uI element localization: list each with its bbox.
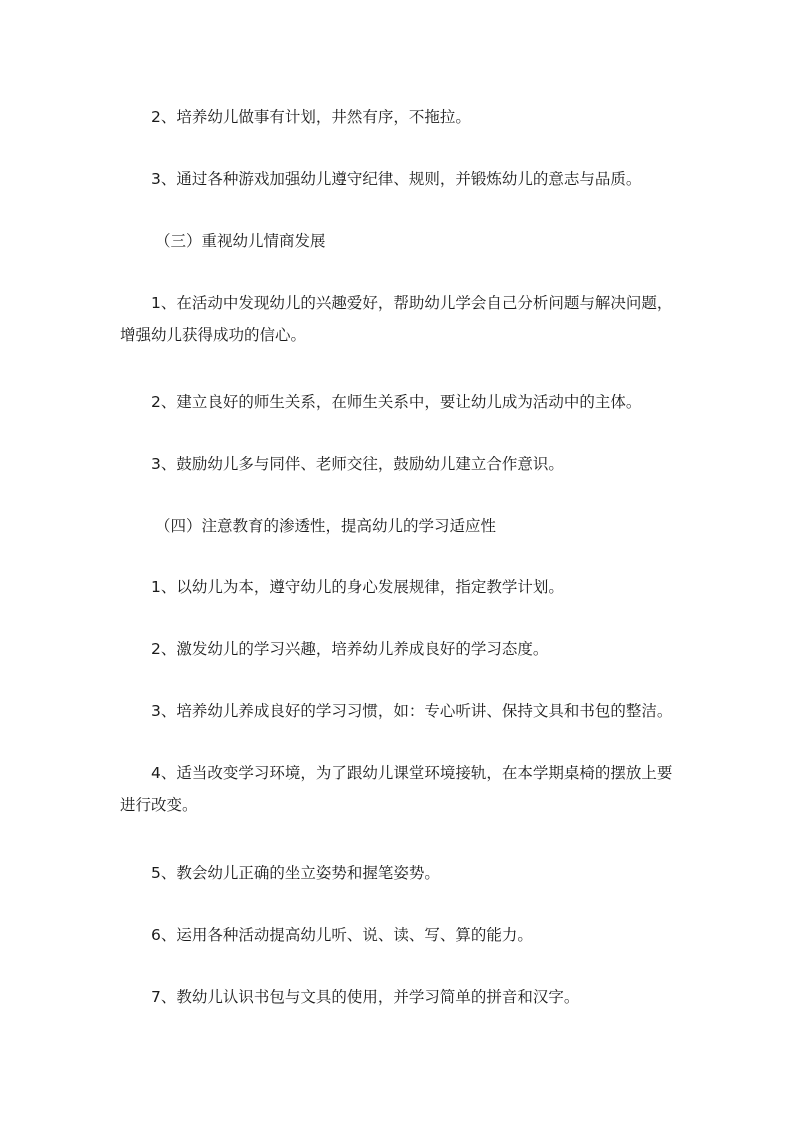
- paragraph-text: 2、激发幼儿的学习兴趣，培养幼儿养成良好的学习态度。: [151, 640, 549, 658]
- paragraph-text: 2、建立良好的师生关系，在师生关系中，要让幼儿成为活动中的主体。: [151, 393, 642, 411]
- paragraph-text: 3、鼓励幼儿多与同伴、老师交往，鼓励幼儿建立合作意识。: [151, 455, 564, 473]
- paragraph-item: [120, 163, 680, 195]
- paragraph-item: [120, 386, 680, 418]
- paragraph-text: 5、教会幼儿正确的坐立姿势和握笔姿势。: [151, 864, 440, 882]
- paragraph-text: 3、通过各种游戏加强幼儿遵守纪律、规则，并锻炼幼儿的意志与品质。: [151, 170, 642, 188]
- paragraph-item: [120, 633, 680, 665]
- paragraph-text: 4、适当改变学习环境，为了跟幼儿课堂环境接轨，在本学期桌椅的摆放上要进行改变。: [120, 764, 673, 814]
- section-heading-text: （四）注意教育的渗透性，提高幼儿的学习适应性: [155, 517, 497, 535]
- paragraph-text: 1、在活动中发现幼儿的兴趣爱好，帮助幼儿学会自己分析问题与解决问题，增强幼儿获得成功的信心。: [120, 294, 673, 344]
- paragraph-text: 7、教幼儿认识书包与文具的使用，并学习简单的拼音和汉字。: [151, 988, 580, 1006]
- paragraph-item: [120, 919, 680, 951]
- section-heading: [120, 225, 680, 257]
- paragraph-item: [120, 287, 680, 351]
- paragraph-item: [120, 757, 680, 821]
- paragraph-item: [120, 571, 680, 603]
- paragraph-text: 2、培养幼儿做事有计划，井然有序，不拖拉。: [151, 108, 471, 126]
- section-heading: [120, 510, 680, 542]
- paragraph-text: 3、培养幼儿养成良好的学习习惯，如：专心听讲、保持文具和书包的整洁。: [151, 702, 673, 720]
- paragraph-item: [120, 101, 680, 133]
- paragraph-item: [120, 448, 680, 480]
- paragraph-text: 1、以幼儿为本，遵守幼儿的身心发展规律，指定教学计划。: [151, 578, 564, 596]
- paragraph-item: [120, 857, 680, 889]
- paragraph-item: [120, 695, 680, 727]
- section-heading-text: （三）重视幼儿情商发展: [155, 232, 326, 250]
- paragraph-item: [120, 981, 680, 1013]
- paragraph-text: 6、运用各种活动提高幼儿听、说、读、写、算的能力。: [151, 926, 533, 944]
